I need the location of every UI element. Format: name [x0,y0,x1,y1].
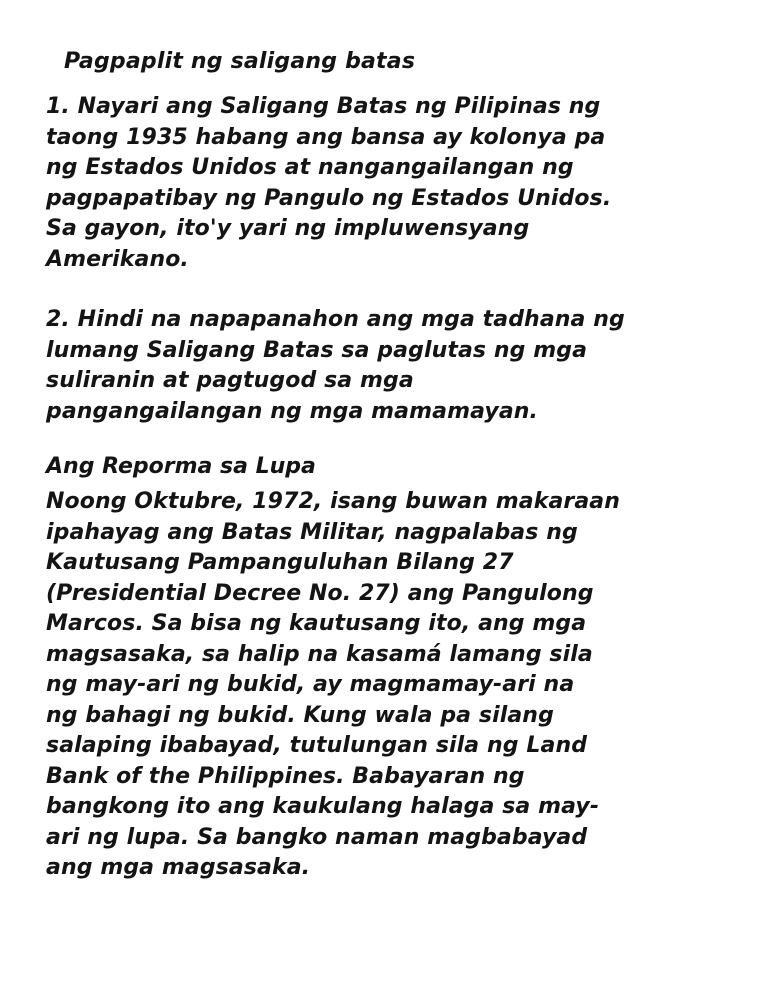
body-line: ipahayag ang Batas Militar, nagpalabas ng [46,519,578,545]
body-line: ng may-ari ng bukid, ay magmamay-ari na [46,672,575,697]
item-1-line: pagpapatibay ng Pangulo ng Estados Unidos. [46,185,612,211]
page-title: Pagpaplit ng saligang batas [64,49,416,74]
section-heading: Ang Reporma sa Lupa [46,454,316,479]
item-1-line: taong 1935 habang ang bansa ay kolonya pa [46,124,606,150]
item-2-line: pangangailangan ng mga mamamayan. [46,398,538,424]
body-line: ari ng lupa. Sa bangko naman magbabayad [46,824,588,850]
item-1-line: ng Estados Unidos at nangangailangan ng [46,155,574,180]
body-line: Marcos. Sa bisa ng kautusang ito, ang mga [46,611,587,636]
item-2-paragraph [46,305,736,427]
body-paragraph [46,487,736,884]
body-line: (Presidential Decree No. 27) ang Pangulong [46,580,594,606]
body-line: bangkong ito ang kaukulang halaga sa may- [46,794,600,819]
body-line: magsasaka, sa halip na kasamá lamang sila [46,641,593,667]
body-line: ang mga magsasaka. [46,855,311,880]
item-1-line: Sa gayon, ito'y yari ng impluwensyang [46,216,530,241]
body-line: salaping ibabayad, tutulungan sila ng Land [46,733,588,758]
item-2-line: lumang Saligang Batas sa paglutas ng mga [46,337,588,363]
item-1-line: Amerikano. [46,246,189,272]
body-line: Bank of the Philippines. Babayaran ng [46,763,525,789]
item-2-line: suliranin at pagtugod sa mga [46,368,414,393]
body-line: Kautusang Pampanguluhan Bilang 27 [46,550,514,575]
item-2-line: 2. Hindi na napapanahon ang mga tadhana ng [46,307,625,332]
item-1-paragraph [46,92,736,275]
item-1-line: 1. Nayari ang Saligang Batas ng Pilipinas ng [46,94,601,119]
body-line: ng bahagi ng bukid. Kung wala pa silang [46,702,554,728]
body-line: Noong Oktubre, 1972, isang buwan makaraan [46,489,621,514]
